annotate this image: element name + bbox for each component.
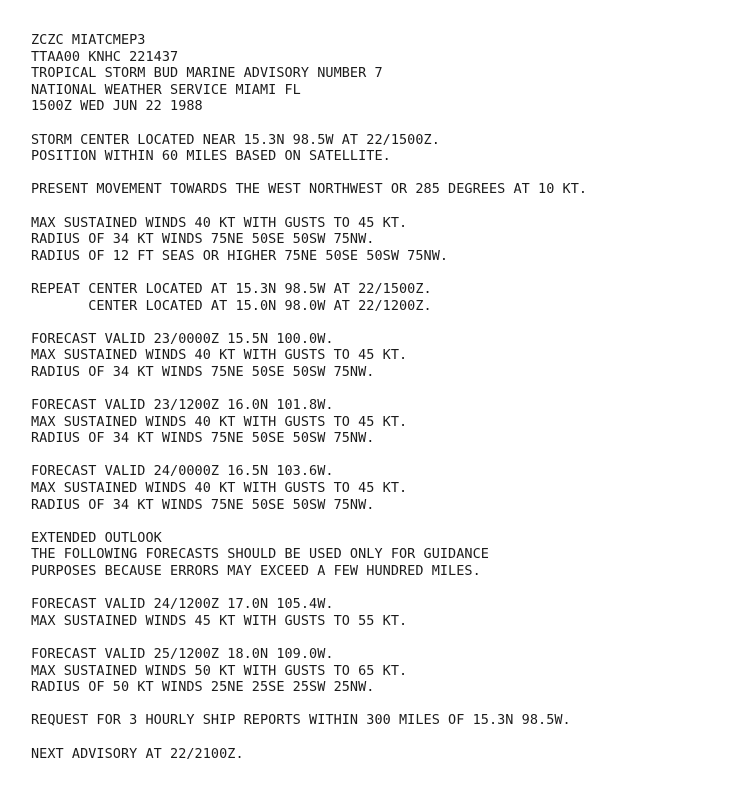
forecast-block-3: [31, 463, 731, 513]
next-advisory-block: [31, 746, 731, 763]
ship-report-request-block: [31, 712, 731, 729]
advisory-title: TROPICAL STORM BUD MARINE ADVISORY NUMBER 7: [31, 65, 383, 82]
movement-block: [31, 181, 731, 198]
forecast-winds-line: MAX SUSTAINED WINDS 45 KT WITH GUSTS TO 55 KT.: [31, 612, 408, 629]
max-winds-line: MAX SUSTAINED WINDS 40 KT WITH GUSTS TO 45 KT.: [31, 214, 408, 231]
forecast-valid-line: FORECAST VALID 24/1200Z 17.0N 105.4W.: [31, 596, 334, 613]
forecast-block-4: [31, 596, 731, 629]
forecast-valid-line: FORECAST VALID 23/0000Z 15.5N 100.0W.: [31, 330, 334, 347]
spacer: [31, 165, 731, 182]
forecast-radius-line: RADIUS OF 34 KT WINDS 75NE 50SE 50SW 75NW.: [31, 363, 375, 380]
center-block: [31, 132, 731, 165]
forecast-valid-line: FORECAST VALID 23/1200Z 16.0N 101.8W.: [31, 397, 334, 414]
advisory-text-block: [31, 32, 731, 762]
wind-radius-line: RADIUS OF 34 KT WINDS 75NE 50SE 50SW 75NW.: [31, 231, 375, 248]
spacer: [31, 447, 731, 464]
seas-radius-line: RADIUS OF 12 FT SEAS OR HIGHER 75NE 50SE 50SW 75NW.: [31, 247, 449, 264]
ship-report-request-line: REQUEST FOR 3 HOURLY SHIP REPORTS WITHIN 300 MILES OF 15.3N 98.5W.: [31, 712, 571, 729]
winds-block: [31, 215, 731, 265]
forecast-block-1: [31, 331, 731, 381]
issue-time: 1500Z WED JUN 22 1988: [31, 98, 203, 115]
spacer: [31, 580, 731, 597]
spacer: [31, 115, 731, 132]
spacer: [31, 198, 731, 215]
header-line-ttaa: TTAA00 KNHC 221437: [31, 48, 179, 65]
forecast-block-2: [31, 397, 731, 447]
forecast-winds-line: MAX SUSTAINED WINDS 40 KT WITH GUSTS TO 45 KT.: [31, 413, 408, 430]
extended-outlook-heading: EXTENDED OUTLOOK: [31, 529, 162, 546]
issuing-office: NATIONAL WEATHER SERVICE MIAMI FL: [31, 81, 301, 98]
spacer: [31, 264, 731, 281]
forecast-radius-line: RADIUS OF 34 KT WINDS 75NE 50SE 50SW 75NW.: [31, 496, 375, 513]
forecast-radius-line: RADIUS OF 34 KT WINDS 75NE 50SE 50SW 75NW.: [31, 430, 375, 447]
forecast-block-5: [31, 646, 731, 696]
position-accuracy-line: POSITION WITHIN 60 MILES BASED ON SATELLITE.: [31, 148, 391, 165]
repeat-block: [31, 281, 731, 314]
spacer: [31, 314, 731, 331]
next-advisory-line: NEXT ADVISORY AT 22/2100Z.: [31, 745, 244, 762]
forecast-valid-line: FORECAST VALID 25/1200Z 18.0N 109.0W.: [31, 645, 334, 662]
header-line-zczc: ZCZC MIATCMEP3: [31, 32, 146, 48]
forecast-winds-line: MAX SUSTAINED WINDS 50 KT WITH GUSTS TO 65 KT.: [31, 662, 408, 679]
present-movement-line: PRESENT MOVEMENT TOWARDS THE WEST NORTHWEST OR 285 DEGREES AT 10 KT.: [31, 181, 588, 198]
forecast-radius-line: RADIUS OF 50 KT WINDS 25NE 25SE 25SW 25NW.: [31, 679, 375, 696]
spacer: [31, 629, 731, 646]
repeat-center-line: REPEAT CENTER LOCATED AT 15.3N 98.5W AT 22/1500Z.: [31, 280, 432, 297]
center-location-line: STORM CENTER LOCATED NEAR 15.3N 98.5W AT 22/1500Z.: [31, 131, 440, 148]
header-block: [31, 32, 731, 115]
extended-outlook-block: [31, 530, 731, 580]
spacer: [31, 513, 731, 530]
outlook-note-line: THE FOLLOWING FORECASTS SHOULD BE USED ONLY FOR GUIDANCE: [31, 546, 489, 563]
spacer: [31, 729, 731, 746]
previous-center-line: CENTER LOCATED AT 15.0N 98.0W AT 22/1200Z.: [31, 297, 432, 314]
forecast-winds-line: MAX SUSTAINED WINDS 40 KT WITH GUSTS TO 45 KT.: [31, 347, 408, 364]
spacer: [31, 696, 731, 713]
spacer: [31, 380, 731, 397]
forecast-valid-line: FORECAST VALID 24/0000Z 16.5N 103.6W.: [31, 463, 334, 480]
forecast-winds-line: MAX SUSTAINED WINDS 40 KT WITH GUSTS TO 45 KT.: [31, 480, 408, 497]
outlook-note-line: PURPOSES BECAUSE ERRORS MAY EXCEED A FEW HUNDRED MILES.: [31, 563, 481, 579]
